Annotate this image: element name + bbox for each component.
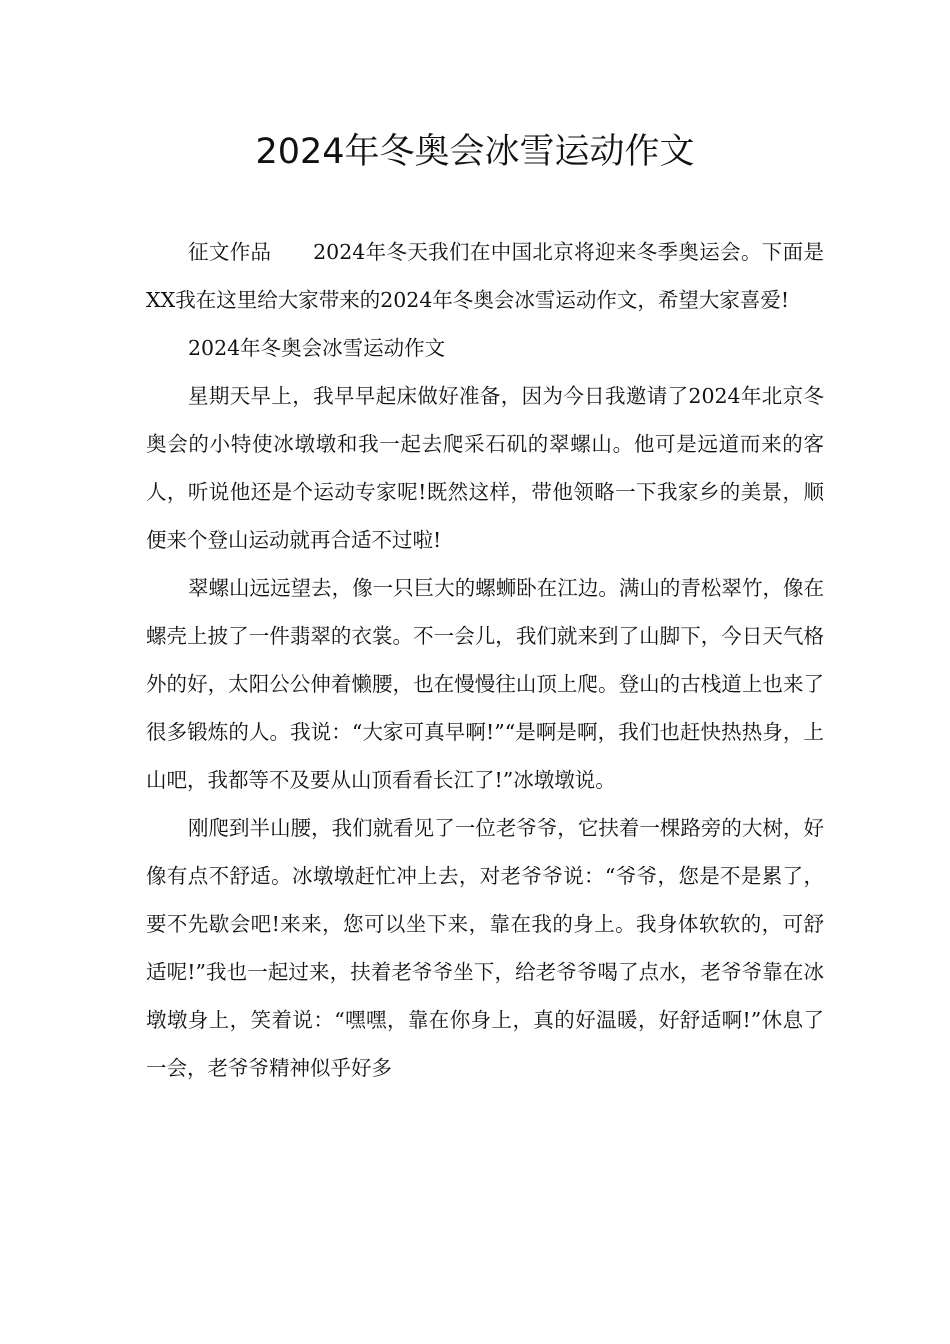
body-paragraph-1: 星期天早上，我早早起床做好准备，因为今日我邀请了2024年北京冬奥会的小特使冰墩墩和我一起去爬采石矶的翠螺山。他可是远道而来的客人，听说他还是个运动专家呢!既然这样，带他领略一下我家乡的美景，顺便来个登山运动就再合适不过啦! [146,384,824,552]
intro-paragraph: 征文作品 2024年冬天我们在中国北京将迎来冬季奥运会。下面是XX我在这里给大家带来的2024年冬奥会冰雪运动作文，希望大家喜爱! [146,240,824,312]
section-heading: 2024年冬奥会冰雪运动作文 [188,336,446,360]
body-paragraph-2: 翠螺山远远望去，像一只巨大的螺蛳卧在江边。满山的青松翠竹，像在螺壳上披了一件翡翠的衣裳。不一会儿，我们就来到了山脚下，今日天气格外的好，太阳公公伸着懒腰，也在慢慢往山顶上爬。登山的古栈道上也来了很多锻炼的人。我说：“大家可真早啊!”“是啊是啊，我们也赶快热热身，上山吧，我都等不及要从山顶看看长江了!”冰墩墩说。 [146,576,824,792]
document-title: 2024年冬奥会冰雪运动作文 [255,132,695,172]
document-body [146,228,824,1092]
body-paragraph-3: 刚爬到半山腰，我们就看见了一位老爷爷，它扶着一棵路旁的大树，好像有点不舒适。冰墩墩赶忙冲上去，对老爷爷说：“爷爷，您是不是累了，要不先歇会吧!来来，您可以坐下来，靠在我的身上。我身体软软的，可舒适呢!”我也一起过来，扶着老爷爷坐下，给老爷爷喝了点水，老爷爷靠在冰墩墩身上，笑着说：“嘿嘿，靠在你身上，真的好温暖，好舒适啊!”休息了一会，老爷爷精神似乎好多 [146,816,824,1080]
